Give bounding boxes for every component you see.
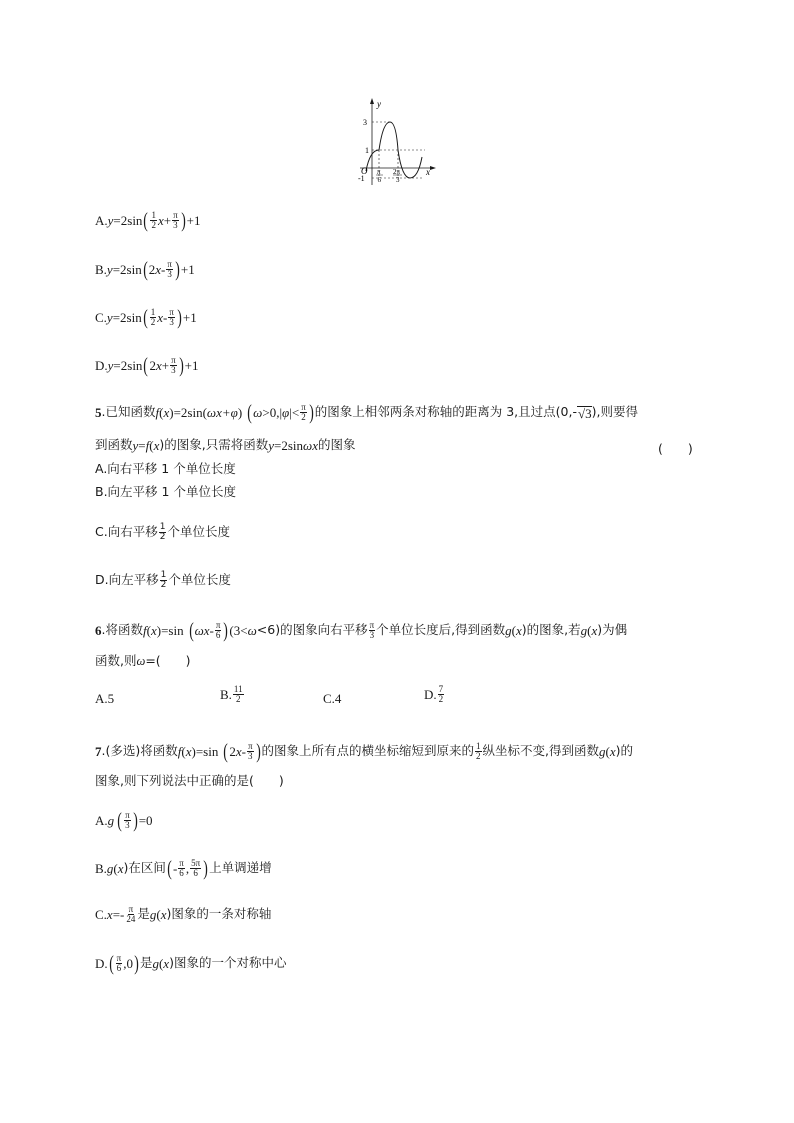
q7-stem-line1: 7 .(多选)将函数 f ( x )=sin ( 2 x - $\frac{\pi}{3}$ ) 的图象上所有点的横坐标缩短到原来的 $\frac{1}{2}$ 纵坐标不变,得到函数 g ( x )的 — [95, 739, 634, 763]
fraction: $\frac{1}{2}$ — [151, 210, 156, 230]
y-tick-1: 1 — [365, 146, 369, 155]
q5-option-c[interactable]: C.向右平移 $\frac{1}{2}$ 个单位长度 — [95, 522, 230, 542]
q5-stem-line1: 5 .已知函数 f ( x )=2sin( ωx+φ ) ( ω >0,| φ |< $\frac{\pi}{2}$ ) 的图象上相邻两条对称轴的距离为 3,且过点(0,- √3 ),则要得 — [95, 400, 638, 424]
q4-option-c[interactable]: C. y =2sin ( $\frac{1}{2}$ x - $\frac{\pi}{3}$ ) +1 — [95, 305, 197, 329]
q6-option-a[interactable]: A.5 — [95, 691, 115, 706]
q6-option-b[interactable]: B. $\frac{11}{2}$ — [220, 684, 243, 704]
q4-option-b[interactable]: B. y =2sin ( 2 x - $\frac{\pi}{3}$ ) +1 — [95, 257, 195, 281]
y-axis-label: y — [377, 99, 381, 109]
q7-option-b[interactable]: B. g ( x )在区间 ( - $\frac{\pi}{6}$ , $\frac{5\pi}{6}$ ) 上单调递增 — [95, 856, 272, 880]
fraction: $\frac{\pi}{3}$ — [125, 810, 130, 830]
x-axis-arrow — [430, 166, 436, 170]
fraction: $\frac{\pi}{3}$ — [167, 259, 172, 279]
fraction: $\frac{1}{2}$ — [476, 741, 481, 761]
x-tick-pi6-num: π — [377, 168, 381, 176]
fraction: $\frac{\pi}{6}$ — [215, 620, 221, 640]
fraction: $\frac{\pi}{24}$ — [126, 904, 136, 924]
fraction: $\frac{1}{2}$ — [150, 307, 156, 327]
fraction: $\frac{\pi}{3}$ — [171, 355, 176, 375]
fraction: $\frac{\pi}{6}$ — [116, 953, 122, 973]
q5-stem-line2: 到函数 y = f ( x )的图象,只需将函数 y =2sin ωx 的图象 — [95, 437, 356, 453]
q6-option-c[interactable]: C.4 — [323, 691, 342, 706]
q6-stem-line2: 函数,则 ω =( ) — [95, 653, 191, 668]
q7-option-c[interactable]: C. x =- $\frac{\pi}{24}$ 是 g ( x )图象的一条对称轴 — [95, 904, 272, 924]
sqrt: √3 — [577, 405, 592, 421]
fraction: $\frac{11}{2}$ — [233, 684, 243, 704]
x-axis-label: x — [426, 167, 430, 177]
x-tick-2pi3-num: 2π — [393, 168, 401, 176]
q6-stem-line1: 6 .将函数 f ( x )=sin ( ωx - $\frac{\pi}{6}$ ) (3< ω <6)的图象向右平移 $\frac{\pi}{3}$ 个单位长度后,得到函数 g ( x )的图象,若 g ( x )为偶 — [95, 618, 628, 642]
fraction: $\frac{1}{2}$ — [160, 570, 167, 590]
q4-option-d[interactable]: D. y =2sin ( 2 x + $\frac{\pi}{3}$ ) +1 — [95, 353, 199, 377]
q4-option-a[interactable]: A. y =2sin ( $\frac{1}{2}$ x + $\frac{\pi}{3}$ ) +1 — [95, 208, 201, 232]
q5-answer-paren: ( ) — [658, 441, 693, 456]
q6-option-d[interactable]: D. $\frac{7}{2}$ — [424, 684, 444, 704]
fraction: $\frac{1}{2}$ — [159, 522, 166, 542]
q5-option-a[interactable]: A.向右平移 1 个单位长度 — [95, 461, 236, 476]
q5-option-b[interactable]: B.向左平移 1 个单位长度 — [95, 484, 236, 499]
q7-option-a[interactable]: A. g ( $\frac{\pi}{3}$ ) =0 — [95, 808, 153, 832]
q7-stem-line2: 图象,则下列说法中正确的是( ) — [95, 773, 284, 788]
fraction: $\frac{\pi}{3}$ — [369, 620, 375, 640]
y-tick-m1: -1 — [358, 174, 365, 183]
sine-graph — [350, 95, 440, 190]
origin-label: O — [361, 166, 368, 176]
fraction: $\frac{\pi}{6}$ — [179, 858, 184, 878]
x-tick-2pi3-den: 3 — [396, 176, 400, 184]
q5-option-d[interactable]: D.向左平移 $\frac{1}{2}$ 个单位长度 — [95, 570, 231, 590]
fraction: $\frac{\pi}{3}$ — [247, 741, 253, 761]
y-axis-arrow — [370, 98, 374, 104]
fraction: $\frac{\pi}{3}$ — [173, 210, 178, 230]
fraction: $\frac{\pi}{3}$ — [169, 307, 174, 327]
fraction: $\frac{5\pi}{6}$ — [191, 858, 201, 878]
fraction: $\frac{\pi}{2}$ — [301, 402, 306, 422]
x-tick-pi6-den: 6 — [377, 176, 381, 184]
y-tick-3: 3 — [363, 118, 367, 127]
fraction: $\frac{7}{2}$ — [438, 684, 444, 704]
q7-option-d[interactable]: D. ( $\frac{\pi}{6}$ ,0 ) 是 g ( x )图象的一个对称中心 — [95, 951, 287, 975]
